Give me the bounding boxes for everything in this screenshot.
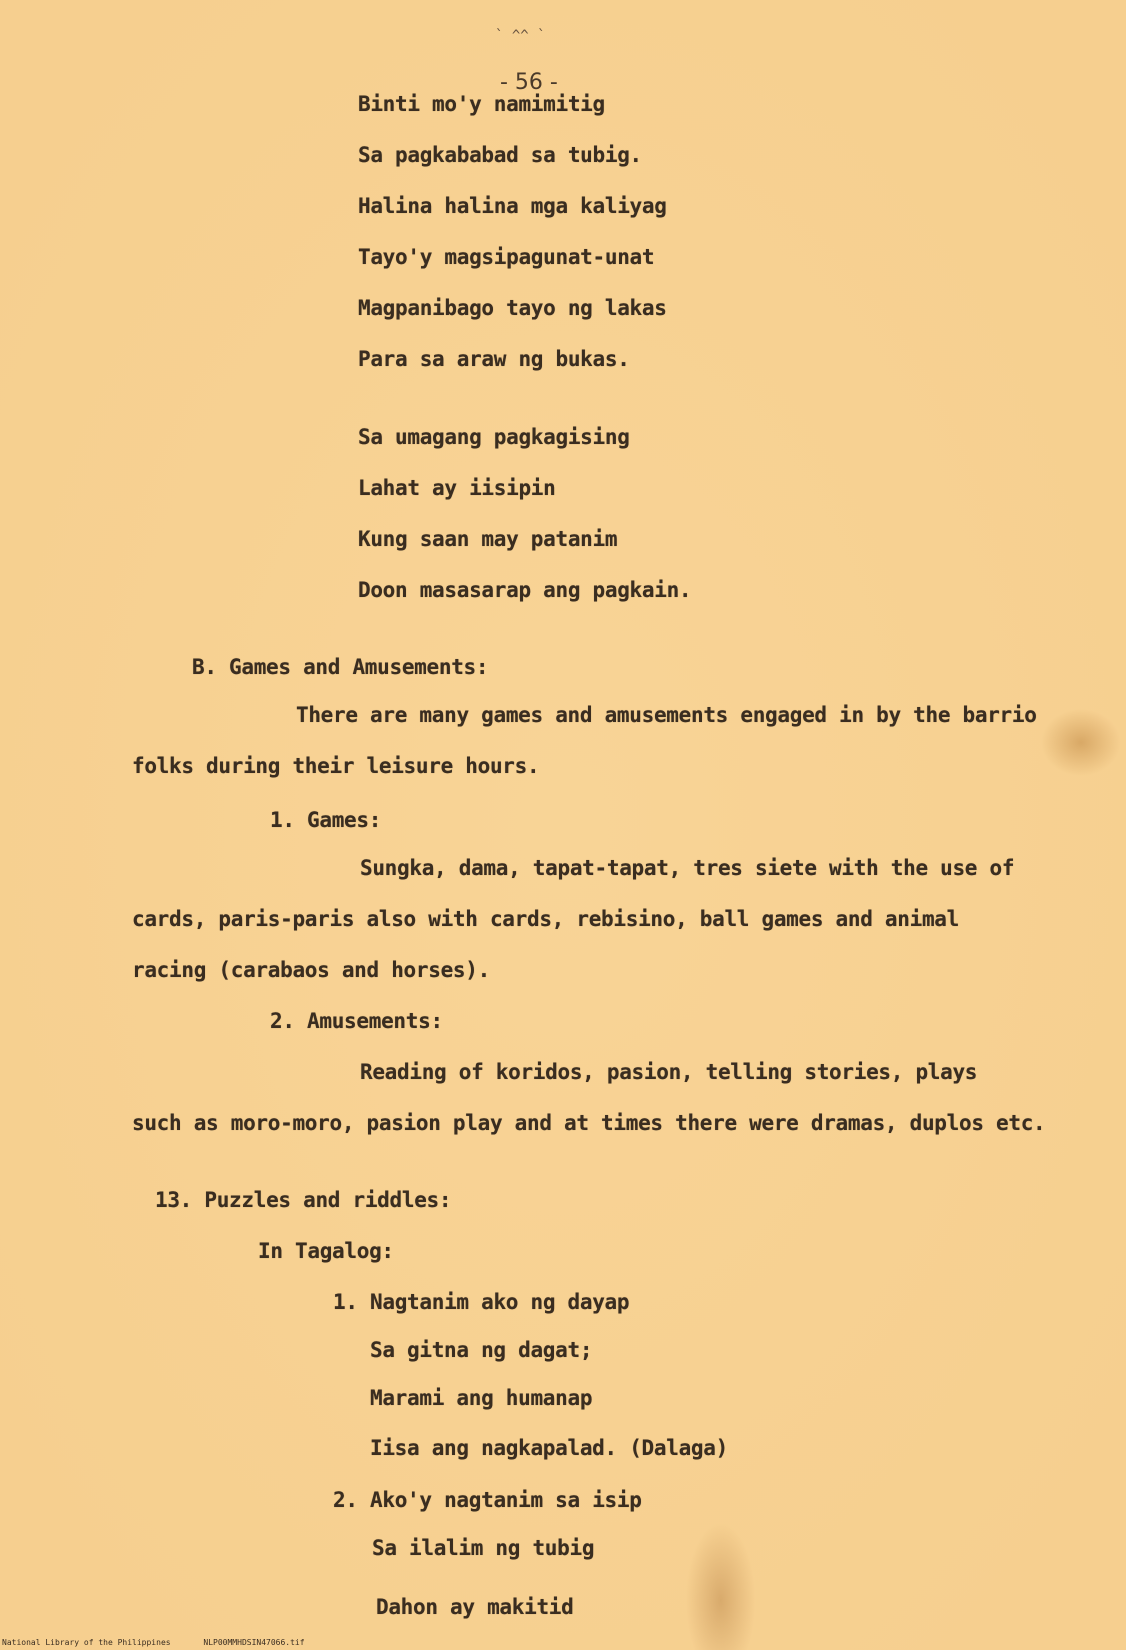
riddle-line: 2. Ako'y nagtanim sa isip [333, 1488, 642, 1512]
section-heading: 13. Puzzles and riddles: [155, 1188, 452, 1212]
riddle-line: Sa ilalim ng tubig [372, 1536, 595, 1560]
riddle-line: Sa gitna ng dagat; [370, 1338, 593, 1362]
paragraph-line: folks during their leisure hours. [132, 754, 540, 778]
riddle-line: Marami ang humanap [370, 1386, 593, 1410]
subsection-heading: 1. Games: [270, 808, 382, 832]
top-marks: ` ^^ ` [495, 28, 546, 44]
section-heading: B. Games and Amusements: [192, 655, 489, 679]
riddle-line: Dahon ay makitid [376, 1595, 574, 1619]
poem-line: Magpanibago tayo ng lakas [358, 296, 667, 320]
poem-line: Doon masasarap ang pagkain. [358, 578, 692, 602]
subsection-heading: 2. Amusements: [270, 1009, 443, 1033]
paragraph-line: Sungka, dama, tapat-tapat, tres siete with the use of [360, 856, 1015, 880]
poem-line: Binti mo'y namimitig [358, 92, 605, 116]
riddle-line: 1. Nagtanim ako ng dayap [333, 1290, 630, 1314]
footer-file: NLP00MMHDSIN47066.tif [203, 1638, 305, 1647]
page-number: - 56 - [500, 70, 558, 95]
poem-line: Kung saan may patanim [358, 527, 618, 551]
poem-line: Lahat ay iisipin [358, 476, 556, 500]
footer-library: National Library of the Philippines [2, 1638, 171, 1647]
poem-line: Para sa araw ng bukas. [358, 347, 630, 371]
poem-line: Sa pagkababad sa tubig. [358, 143, 642, 167]
paragraph-line: such as moro-moro, pasion play and at times there were dramas, duplos etc. [132, 1111, 1046, 1135]
riddle-line: Iisa ang nagkapalad. (Dalaga) [370, 1436, 728, 1460]
poem-line: Tayo'y magsipagunat-unat [358, 245, 655, 269]
paragraph-line: Reading of koridos, pasion, telling stories, plays [360, 1060, 978, 1084]
paragraph-line: There are many games and amusements engaged in by the barrio [296, 703, 1037, 727]
subsection-heading: In Tagalog: [258, 1239, 394, 1263]
poem-line: Sa umagang pagkagising [358, 425, 630, 449]
paragraph-line: cards, paris-paris also with cards, rebisino, ball games and animal [132, 907, 959, 931]
paragraph-line: racing (carabaos and horses). [132, 958, 490, 982]
poem-line: Halina halina mga kaliyag [358, 194, 667, 218]
scan-footer [2, 1638, 333, 1647]
